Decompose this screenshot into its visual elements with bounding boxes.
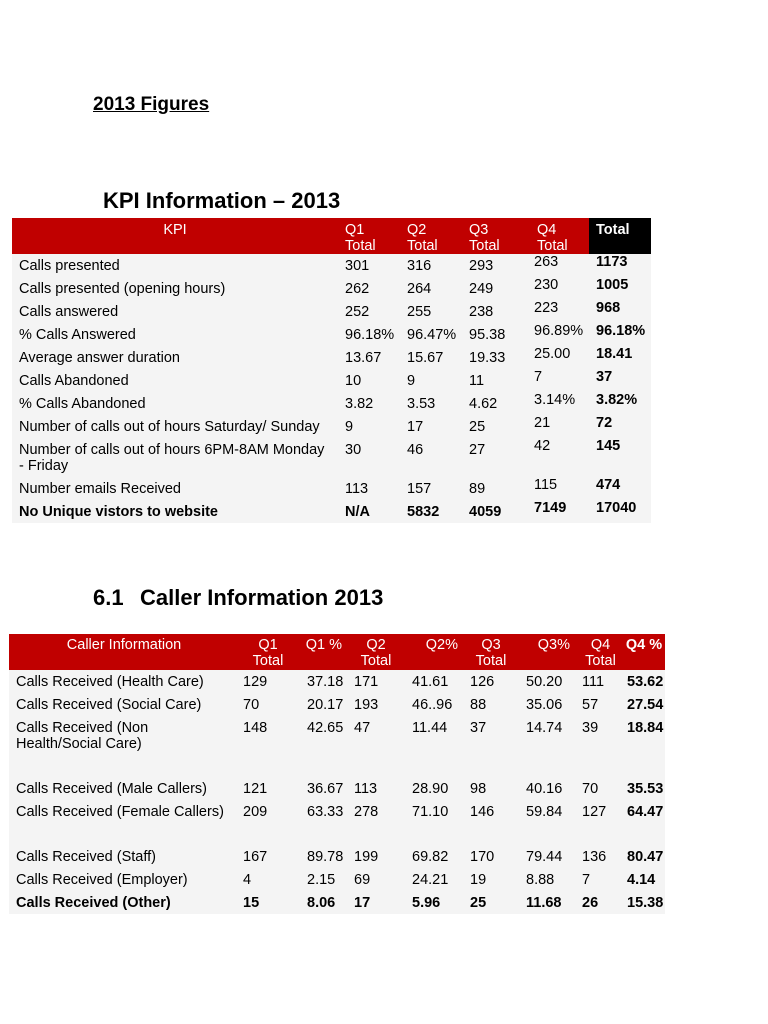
q2-col-header: Q2 Total (350, 634, 402, 670)
caller-q2-cell: 47 (354, 720, 371, 736)
kpi-q2-cell: 9 (407, 373, 416, 389)
caller-q4-cell: 7 (582, 872, 591, 888)
caller-q2-cell: 69 (354, 872, 371, 888)
caller-header-row (9, 634, 665, 670)
caller-q1-cell: 167 (243, 849, 268, 865)
caller-q1-cell: 129 (243, 674, 268, 690)
kpi-total-cell: 3.82% (596, 392, 638, 408)
kpi-q3-cell: 25 (469, 419, 486, 435)
caller-q4-cell: 70 (582, 781, 599, 797)
kpi-q4-cell: 223 (534, 300, 559, 316)
caller-row (9, 777, 665, 800)
kpi-q3-cell: 293 (469, 258, 494, 274)
caller-q3-cell: 170 (470, 849, 495, 865)
kpi-row (12, 415, 651, 438)
caller-label-cell: Calls Received (Social Care) (16, 697, 202, 713)
caller-row (9, 868, 665, 891)
kpi-row (12, 277, 651, 300)
kpi-q4-cell: 7 (534, 369, 543, 385)
kpi-q3-cell: 11 (469, 373, 485, 389)
caller-q4p-cell: 18.84 (627, 720, 664, 736)
caller-q1-cell: 148 (243, 720, 268, 736)
caller-q3p-cell: 79.44 (526, 849, 563, 865)
kpi-label-cell: Calls Abandoned (19, 373, 129, 389)
kpi-q1-cell: 3.82 (345, 396, 374, 412)
kpi-q1-cell: 301 (345, 258, 370, 274)
kpi-q2-cell: 157 (407, 481, 432, 497)
kpi-label-cell: Number of calls out of hours 6PM-8AM Monday - Friday (19, 442, 325, 474)
q3-col-header: Q3 Total (462, 218, 527, 254)
caller-q1p-cell: 89.78 (307, 849, 344, 865)
caller-q1-cell: 209 (243, 804, 268, 820)
kpi-label-cell: Number emails Received (19, 481, 181, 497)
q2-pct-col-header: Q2% (402, 634, 466, 670)
kpi-q2-cell: 255 (407, 304, 432, 320)
kpi-total-cell: 37 (596, 369, 613, 385)
document-heading: 2013 Figures (93, 94, 210, 115)
caller-q4p-cell: 53.62 (627, 674, 664, 690)
kpi-label-cell: % Calls Abandoned (19, 396, 146, 412)
kpi-section-title: KPI Information – 2013 (103, 188, 341, 213)
kpi-q4-cell: 21 (534, 415, 551, 431)
caller-q3p-cell: 50.20 (526, 674, 563, 690)
spacer-row (9, 755, 665, 777)
caller-q1p-cell: 2.15 (307, 872, 336, 888)
caller-q3-cell: 98 (470, 781, 487, 797)
caller-section-title (93, 585, 383, 611)
kpi-q1-cell: 13.67 (345, 350, 382, 366)
kpi-total-cell: 1005 (596, 277, 629, 293)
q3-pct-col-header: Q3% (516, 634, 578, 670)
caller-q2p-cell: 46..96 (412, 697, 453, 713)
kpi-q4-cell: 230 (534, 277, 559, 293)
caller-info-col-header: Caller Information (9, 634, 239, 670)
kpi-label-cell: No Unique vistors to website (19, 504, 218, 520)
caller-row (9, 800, 665, 823)
caller-q4-cell: 136 (582, 849, 607, 865)
kpi-q3-cell: 4059 (469, 504, 502, 520)
kpi-q3-cell: 89 (469, 481, 486, 497)
caller-q3p-cell: 59.84 (526, 804, 563, 820)
caller-label-cell: Calls Received (Other) (16, 895, 171, 911)
caller-q1p-cell: 63.33 (307, 804, 344, 820)
kpi-q4-cell: 25.00 (534, 346, 571, 362)
caller-q3-cell: 146 (470, 804, 495, 820)
kpi-row (12, 500, 651, 523)
caller-q2p-cell: 28.90 (412, 781, 449, 797)
caller-label-cell: Calls Received (Male Callers) (16, 781, 207, 797)
caller-q1p-cell: 20.17 (307, 697, 344, 713)
caller-row (9, 670, 665, 693)
kpi-q1-cell: N/A (345, 504, 370, 520)
kpi-q3-cell: 249 (469, 281, 494, 297)
kpi-q4-cell: 7149 (534, 500, 567, 516)
q1-col-header: Q1 Total (239, 634, 297, 670)
kpi-row (12, 438, 651, 477)
caller-q3-cell: 88 (470, 697, 487, 713)
kpi-q2-cell: 17 (407, 419, 424, 435)
kpi-row (12, 346, 651, 369)
kpi-row (12, 392, 651, 415)
kpi-total-cell: 474 (596, 477, 621, 493)
caller-label-cell: Calls Received (Non Health/Social Care) (16, 720, 149, 752)
kpi-row (12, 254, 651, 277)
caller-table (9, 634, 665, 914)
caller-q4p-cell: 80.47 (627, 849, 664, 865)
caller-q4-cell: 127 (582, 804, 607, 820)
spacer-cell (9, 823, 665, 845)
caller-q1p-cell: 8.06 (307, 895, 336, 911)
caller-q2p-cell: 24.21 (412, 872, 449, 888)
kpi-q4-cell: 3.14% (534, 392, 576, 408)
caller-q2-cell: 193 (354, 697, 379, 713)
kpi-q2-cell: 96.47% (407, 327, 457, 343)
caller-q3-cell: 25 (470, 895, 487, 911)
kpi-label-cell: Calls presented (opening hours) (19, 281, 226, 297)
q4-pct-col-header: Q4 % (623, 634, 665, 670)
caller-q3p-cell: 40.16 (526, 781, 563, 797)
kpi-q2-cell: 46 (407, 442, 424, 458)
caller-q2-cell: 199 (354, 849, 379, 865)
spacer-cell (9, 755, 665, 777)
spacer-row (9, 823, 665, 845)
kpi-q1-cell: 96.18% (345, 327, 395, 343)
caller-q4-cell: 57 (582, 697, 599, 713)
caller-q4-cell: 111 (582, 674, 605, 690)
caller-row (9, 891, 665, 914)
caller-q1-cell: 4 (243, 872, 252, 888)
kpi-q2-cell: 15.67 (407, 350, 444, 366)
kpi-label-cell: Calls presented (19, 258, 120, 274)
kpi-total-cell: 96.18% (596, 323, 646, 339)
q2-col-header: Q2 Total (400, 218, 462, 254)
caller-q2-cell: 113 (354, 781, 378, 797)
kpi-row (12, 323, 651, 346)
caller-label-cell: Calls Received (Staff) (16, 849, 156, 865)
caller-q2-cell: 171 (354, 674, 379, 690)
kpi-col-header: KPI (12, 218, 338, 254)
kpi-q4-cell: 263 (534, 254, 559, 270)
kpi-total-cell: 145 (596, 438, 621, 454)
kpi-q3-cell: 19.33 (469, 350, 506, 366)
caller-q4p-cell: 64.47 (627, 804, 664, 820)
caller-q1p-cell: 42.65 (307, 720, 344, 736)
caller-q3-cell: 19 (470, 872, 487, 888)
caller-q4-cell: 26 (582, 895, 599, 911)
caller-q2p-cell: 69.82 (412, 849, 449, 865)
kpi-q3-cell: 4.62 (469, 396, 498, 412)
kpi-total-cell: 968 (596, 300, 621, 316)
caller-q4p-cell: 35.53 (627, 781, 664, 797)
kpi-row (12, 300, 651, 323)
kpi-q2-cell: 5832 (407, 504, 440, 520)
q1-col-header: Q1 Total (338, 218, 400, 254)
kpi-label-cell: Average answer duration (19, 350, 180, 366)
kpi-q1-cell: 10 (345, 373, 362, 389)
caller-q2p-cell: 5.96 (412, 895, 441, 911)
kpi-table (12, 218, 651, 523)
kpi-q2-cell: 316 (407, 258, 432, 274)
caller-q2p-cell: 11.44 (412, 720, 448, 736)
kpi-label-cell: % Calls Answered (19, 327, 136, 343)
caller-q1-cell: 121 (243, 781, 268, 797)
caller-q4p-cell: 27.54 (627, 697, 664, 713)
kpi-q3-cell: 238 (469, 304, 494, 320)
q4-col-header: Q4 Total (527, 218, 589, 254)
section-title-text: Caller Information 2013 (140, 585, 384, 610)
caller-q1-cell: 15 (243, 895, 260, 911)
caller-q3-cell: 37 (470, 720, 487, 736)
caller-q2-cell: 17 (354, 895, 371, 911)
caller-row (9, 693, 665, 716)
kpi-label-cell: Calls answered (19, 304, 119, 320)
section-number: 6.1 (93, 585, 124, 610)
caller-q4p-cell: 4.14 (627, 872, 656, 888)
kpi-q1-cell: 262 (345, 281, 370, 297)
caller-label-cell: Calls Received (Health Care) (16, 674, 204, 690)
kpi-q4-cell: 115 (534, 477, 558, 493)
kpi-q4-cell: 96.89% (534, 323, 584, 339)
caller-q3p-cell: 35.06 (526, 697, 563, 713)
kpi-q3-cell: 27 (469, 442, 486, 458)
kpi-q1-cell: 252 (345, 304, 370, 320)
caller-q3-cell: 126 (470, 674, 495, 690)
caller-label-cell: Calls Received (Female Callers) (16, 804, 224, 820)
caller-q3p-cell: 14.74 (526, 720, 563, 736)
caller-q1p-cell: 37.18 (307, 674, 344, 690)
q4-col-header: Q4 Total (578, 634, 623, 670)
kpi-total-cell: 1173 (596, 254, 628, 270)
caller-row (9, 845, 665, 868)
kpi-total-cell: 18.41 (596, 346, 633, 362)
kpi-q4-cell: 42 (534, 438, 551, 454)
caller-q1p-cell: 36.67 (307, 781, 344, 797)
caller-q2p-cell: 41.61 (412, 674, 449, 690)
total-col-header: Total (589, 218, 651, 254)
caller-q2-cell: 278 (354, 804, 379, 820)
kpi-q3-cell: 95.38 (469, 327, 506, 343)
kpi-row (12, 477, 651, 500)
kpi-q2-cell: 264 (407, 281, 432, 297)
kpi-q1-cell: 9 (345, 419, 354, 435)
caller-q1-cell: 70 (243, 697, 260, 713)
kpi-total-cell: 72 (596, 415, 613, 431)
caller-q4p-cell: 15.38 (627, 895, 664, 911)
kpi-q1-cell: 113 (345, 481, 369, 497)
q3-col-header: Q3 Total (466, 634, 516, 670)
caller-row (9, 716, 665, 755)
kpi-header-row (12, 218, 651, 254)
kpi-total-cell: 17040 (596, 500, 637, 516)
q1-pct-col-header: Q1 % (297, 634, 350, 670)
caller-q4-cell: 39 (582, 720, 599, 736)
kpi-label-cell: Number of calls out of hours Saturday/ Sunday (19, 419, 320, 435)
caller-q3p-cell: 8.88 (526, 872, 555, 888)
kpi-row (12, 369, 651, 392)
caller-q3p-cell: 11.68 (526, 895, 562, 911)
kpi-q1-cell: 30 (345, 442, 362, 458)
caller-label-cell: Calls Received (Employer) (16, 872, 188, 888)
kpi-q2-cell: 3.53 (407, 396, 436, 412)
caller-q2p-cell: 71.10 (412, 804, 449, 820)
